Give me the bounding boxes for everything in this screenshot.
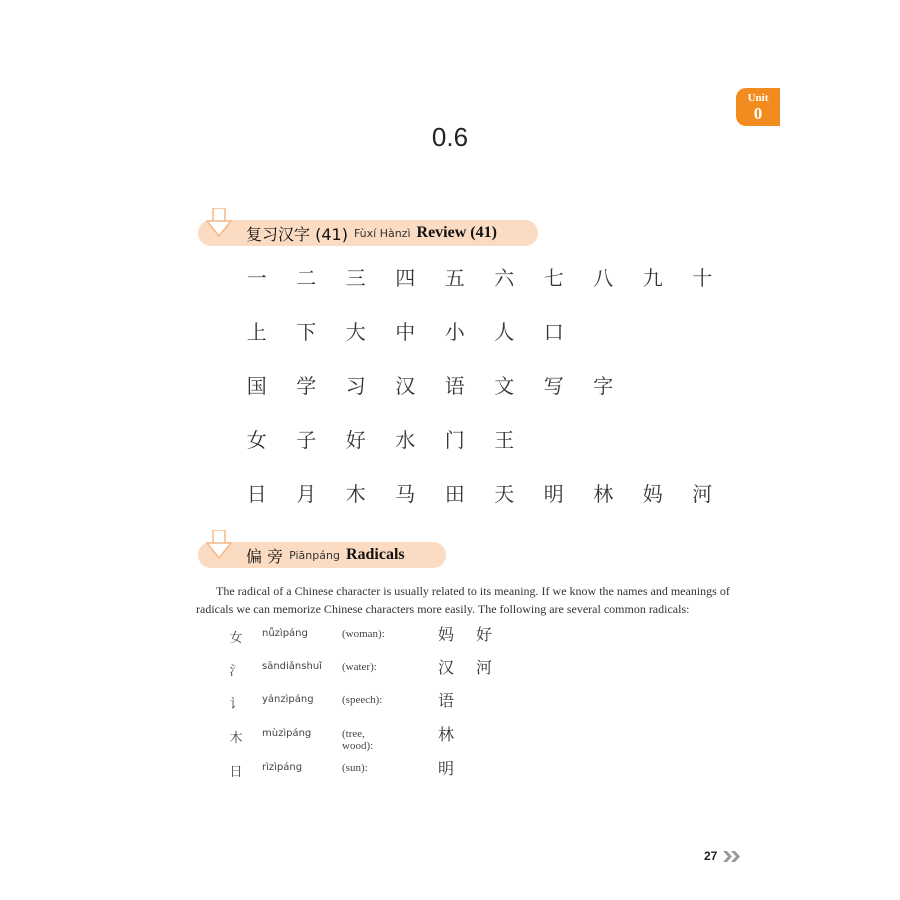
- review-character: 林: [593, 482, 614, 506]
- review-character: 明: [543, 482, 564, 506]
- radicals-heading-en: Radicals: [345, 546, 405, 563]
- review-character: 二: [296, 266, 317, 290]
- radical-example-character: 明: [438, 759, 455, 778]
- review-character: 马: [395, 482, 416, 506]
- review-character: 语: [444, 374, 465, 398]
- radical-pinyin: mùzìpáng: [262, 728, 312, 739]
- unit-tab: [736, 88, 780, 126]
- review-character: 好: [345, 428, 366, 452]
- review-character: 汉: [395, 374, 416, 398]
- radical-meaning: (sun):: [342, 762, 368, 774]
- review-character: 田: [444, 482, 465, 506]
- review-character: 河: [692, 482, 713, 506]
- radical-pinyin: sāndiǎnshuǐ: [262, 661, 322, 672]
- review-heading-en: Review (41): [416, 224, 497, 241]
- review-character: 十: [692, 266, 713, 290]
- radicals-heading-pinyin: Piānpáng: [289, 548, 340, 562]
- review-character: 妈: [642, 482, 663, 506]
- radical-meaning: (tree, wood):: [342, 728, 374, 752]
- review-character: 九: [642, 266, 663, 290]
- radical-examples: [438, 655, 514, 678]
- review-character: 六: [494, 266, 515, 290]
- review-character: 人: [494, 320, 515, 344]
- review-character: 四: [395, 266, 416, 290]
- radical-example-character: 语: [438, 691, 455, 710]
- radical-symbol: 木: [229, 731, 243, 746]
- review-character: 王: [494, 428, 515, 452]
- character-row: [232, 262, 727, 291]
- radical-meaning: (speech):: [342, 694, 383, 706]
- radical-pinyin: rìzìpáng: [262, 762, 303, 773]
- review-heading: [198, 220, 538, 246]
- review-character: 子: [296, 428, 317, 452]
- review-character: 下: [296, 320, 317, 344]
- radicals-intro: [196, 582, 736, 618]
- review-character: 月: [296, 482, 317, 506]
- radical-example-character: 好: [476, 625, 493, 644]
- character-row: [232, 424, 529, 453]
- review-character: 国: [246, 374, 267, 398]
- page-footer: [704, 849, 741, 863]
- review-character: 天: [494, 482, 515, 506]
- review-heading-pinyin: Fùxí Hànzì: [353, 226, 411, 240]
- radical-meaning: (water):: [342, 661, 377, 673]
- review-character: 七: [543, 266, 564, 290]
- review-character: 木: [345, 482, 366, 506]
- radical-example-character: 河: [476, 658, 493, 677]
- radical-example-character: 林: [438, 725, 455, 744]
- down-arrow-icon: [206, 208, 232, 238]
- review-character: 五: [444, 266, 465, 290]
- review-heading-zh: 复习汉字 (41): [246, 224, 348, 244]
- radical-meaning: (woman):: [342, 628, 385, 640]
- radical-symbol: 氵: [229, 664, 243, 679]
- review-character: 习: [345, 374, 366, 398]
- double-chevron-icon: [723, 851, 741, 862]
- review-character: 水: [395, 428, 416, 452]
- radical-examples: [438, 622, 514, 645]
- review-character: 三: [345, 266, 366, 290]
- review-character: 学: [296, 374, 317, 398]
- review-character: 中: [395, 320, 416, 344]
- review-character: 上: [246, 320, 267, 344]
- radical-examples: [438, 722, 476, 745]
- review-character: 文: [494, 374, 515, 398]
- radical-symbol: 女: [229, 631, 243, 646]
- review-character: 一: [246, 266, 267, 290]
- radical-pinyin: yánzìpáng: [262, 694, 314, 705]
- character-row: [232, 370, 628, 399]
- radical-pinyin: nǚzìpáng: [262, 628, 308, 639]
- radical-symbol: 讠: [229, 697, 243, 712]
- unit-label: Unit: [747, 92, 769, 104]
- page-number: 27: [704, 849, 718, 863]
- character-row: [232, 478, 727, 507]
- radical-example-character: 妈: [438, 625, 455, 644]
- radicals-heading: [198, 542, 446, 568]
- radical-symbol: 日: [229, 765, 243, 780]
- review-character: 小: [444, 320, 465, 344]
- review-character: 门: [444, 428, 465, 452]
- unit-number: 0: [753, 104, 763, 123]
- review-character: 日: [246, 482, 267, 506]
- section-number: 0.6: [431, 122, 469, 152]
- review-character: 写: [543, 374, 564, 398]
- review-character: 女: [246, 428, 267, 452]
- review-character: 八: [593, 266, 614, 290]
- character-row: [232, 316, 579, 345]
- radicals-heading-zh: 偏 旁: [246, 546, 284, 566]
- review-character: 字: [593, 374, 614, 398]
- radical-example-character: 汉: [438, 658, 455, 677]
- radicals-intro-text: The radical of a Chinese character is usually related to its meaning. If we know the names and meanings of radicals we can memorize Chinese characters more easily. The following are several common radicals:: [196, 584, 730, 616]
- down-arrow-icon: [206, 530, 232, 560]
- radical-examples: [438, 756, 476, 779]
- review-character: 大: [345, 320, 366, 344]
- radical-examples: [438, 688, 476, 711]
- review-character: 口: [543, 320, 564, 344]
